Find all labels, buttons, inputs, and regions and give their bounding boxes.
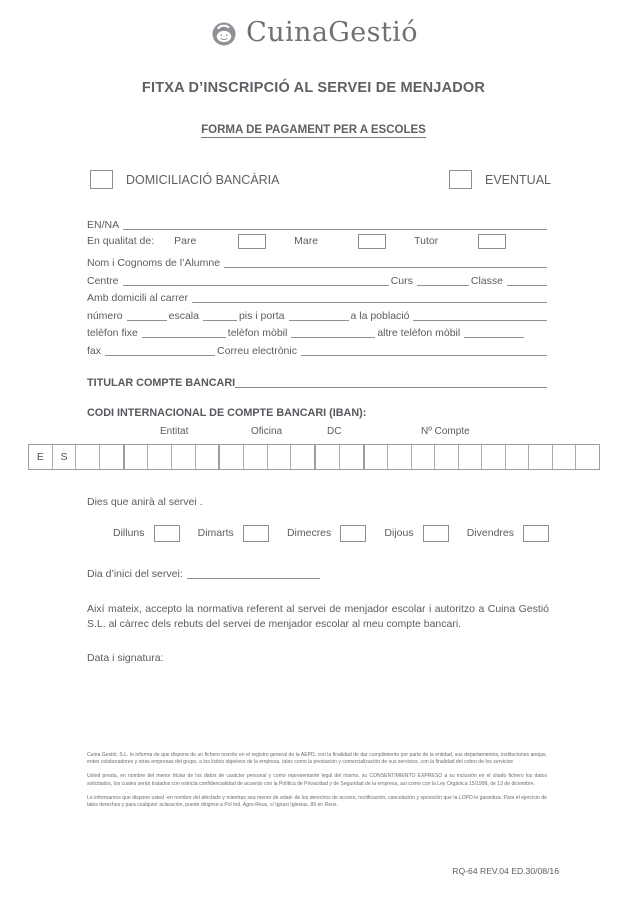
checkbox-divendres[interactable] [523, 525, 549, 542]
field-pis-label: pis i porta [238, 309, 285, 322]
field-phone-fixed-label: telèfon fixe [87, 327, 138, 339]
field-address [87, 287, 549, 305]
iban-column-numero-compte: Nº Compte [421, 425, 470, 437]
field-centre-label: Centre [87, 274, 119, 287]
cooking-pot-icon [209, 18, 239, 48]
iban-group-dc [316, 445, 365, 469]
legal-notice [87, 752, 547, 816]
field-start-date-label: Dia d’inici del servei: [87, 567, 183, 580]
field-start-date-input[interactable] [187, 567, 320, 579]
field-address-input[interactable] [192, 291, 547, 303]
iban-cell[interactable] [291, 445, 314, 469]
iban-cell[interactable] [316, 445, 340, 469]
checkbox-dimecres[interactable] [340, 525, 366, 542]
iban-group-country-check [29, 445, 125, 469]
iban-heading [0, 407, 627, 442]
iban-cell[interactable] [365, 445, 389, 469]
field-start-date [0, 564, 627, 580]
field-curs-label: Curs [390, 274, 413, 287]
field-phone-mobile-label: telèfon mòbil [227, 327, 288, 339]
page-subtitle [0, 124, 627, 136]
field-phone-other-input[interactable] [464, 326, 524, 338]
legal-paragraph-2: Usted presta, en nombre del menor titular de los datos de carácter personal y como representante legal del mismo, su CONSENTIMIENTO EXPRESO a su inclusión en el citado fichero los datos solicitados, los cuales serán tratados con estricta confidencialidad de acuerdo con la Política de Privacidad y de Seguridad de la empresa, así como con la Ley Orgánica 15/1999, de 13 de diciembre. [87, 773, 547, 787]
iban-column-dc: DC [327, 425, 342, 437]
day-option-label: Dimecres [286, 527, 332, 539]
day-option-label: Dilluns [113, 527, 145, 539]
field-numero-input[interactable] [127, 309, 167, 321]
field-classe-input[interactable] [507, 274, 547, 286]
iban-grid[interactable] [28, 444, 600, 470]
field-bank-titular-label: TITULAR COMPTE BANCARI [87, 376, 236, 389]
field-email-input[interactable] [301, 344, 547, 356]
field-poblacio-input[interactable] [413, 309, 547, 321]
iban-cell[interactable] [435, 445, 459, 469]
iban-group-numero-compte [365, 445, 599, 469]
iban-cell[interactable] [268, 445, 292, 469]
iban-heading-text: CODI INTERNACIONAL DE COMPTE BANCARI (IBAN): [87, 406, 367, 419]
payment-option-eventual[interactable] [449, 170, 551, 189]
iban-cell[interactable] [388, 445, 412, 469]
field-enna-input[interactable] [123, 218, 547, 230]
iban-cell[interactable] [148, 445, 172, 469]
legal-paragraph-3: Le informamos que dispone usted -en nombre del afectado y mientras sea menor de edad- de los derechos de acceso, rectificación, cancelación y oposición que la LOPD le garantiza. Para el ejercicio de tales derechos y para cualquier aclaración, puede dirigirse a Pol Ind. Agro-Reus, c/ Ignasi Iglesias, 89 en Reus. [87, 794, 547, 809]
field-phone-other-label: altre telèfon mòbil [377, 327, 461, 339]
iban-cell[interactable] [100, 445, 123, 469]
field-numero-label: número [87, 309, 123, 322]
brand-logo [0, 0, 627, 48]
field-curs-input[interactable] [417, 274, 469, 286]
iban-cell[interactable] [506, 445, 530, 469]
day-option-dilluns[interactable] [113, 525, 180, 542]
field-email-label: Correu electrònic [217, 344, 297, 357]
checkbox-eventual[interactable] [449, 170, 472, 189]
payment-option-domiciliacio[interactable] [90, 170, 280, 189]
iban-column-labels [87, 426, 627, 442]
field-fax-email-row [87, 339, 549, 357]
field-address-label: Amb domicili al carrer [87, 292, 188, 304]
iban-cell[interactable]: E [29, 445, 53, 469]
days-selection-row [0, 525, 627, 542]
payment-type-row [0, 170, 627, 189]
checkbox-mare[interactable] [358, 234, 386, 249]
iban-group-entitat [125, 445, 221, 469]
checkbox-dimarts[interactable] [243, 525, 269, 542]
document-reference-code: RQ-64 REV.04 ED.30/08/16 [452, 866, 559, 876]
page-title: FITXA D’INSCRIPCIÓ AL SERVEI DE MENJADOR [141, 80, 486, 96]
checkbox-pare[interactable] [238, 234, 266, 249]
quality-option-pare-label: Pare [174, 235, 197, 247]
day-option-dijous[interactable] [384, 525, 448, 542]
signature-label: Data i signatura: [87, 651, 164, 664]
iban-column-entitat: Entitat [160, 425, 189, 437]
days-lead-label: Dies que anirà al servei . [87, 495, 203, 508]
iban-cell[interactable] [553, 445, 577, 469]
checkbox-domiciliacio[interactable] [90, 170, 113, 189]
iban-cell[interactable] [459, 445, 483, 469]
field-bank-titular [0, 373, 627, 389]
field-classe-label: Classe [470, 274, 503, 287]
checkbox-dijous[interactable] [423, 525, 449, 542]
iban-grid-wrapper [0, 444, 627, 470]
consent-paragraph: Així mateix, accepto la normativa referent al servei de menjador escolar i autoritzo a Cuina Gestió S.L. al càrrec dels rebuts del servei de menjador escolar al meu compte bancari. [87, 602, 549, 630]
field-fax-label: fax [87, 344, 102, 357]
iban-cell[interactable] [244, 445, 268, 469]
applicant-fields [0, 213, 627, 357]
quality-option-mare-label: Mare [294, 235, 319, 247]
field-escala-input[interactable] [203, 309, 237, 321]
iban-cell[interactable] [196, 445, 219, 469]
iban-column-oficina: Oficina [251, 425, 283, 437]
iban-cell[interactable] [76, 445, 100, 469]
day-option-label: Dimarts [197, 527, 234, 539]
field-student-name-label: Nom i Cognoms de l’Alumne [87, 257, 221, 269]
field-enna-label: EN/NA [87, 218, 120, 231]
field-address-detail-row [87, 304, 549, 322]
field-escala-label: escala [168, 309, 199, 322]
payment-option-domiciliacio-label: DOMICILIACIÓ BANCÀRIA [126, 172, 280, 187]
field-centre-row [87, 269, 549, 287]
day-option-dimarts[interactable] [198, 525, 269, 542]
iban-cell[interactable] [172, 445, 196, 469]
brand-name: CuinaGestió [246, 17, 418, 48]
field-student-name [87, 252, 549, 270]
iban-cell[interactable] [125, 445, 149, 469]
field-pis-input[interactable] [289, 309, 349, 321]
field-phones-row [87, 322, 549, 340]
payment-option-eventual-label: EVENTUAL [485, 172, 551, 187]
iban-cell[interactable] [220, 445, 244, 469]
iban-cell[interactable] [576, 445, 599, 469]
field-bank-titular-input[interactable] [235, 376, 547, 388]
day-option-label: Dijous [384, 527, 414, 539]
field-enna [87, 213, 549, 231]
day-option-divendres[interactable] [467, 525, 549, 542]
day-option-label: Divendres [466, 527, 514, 539]
field-poblacio-label: a la població [350, 309, 410, 322]
iban-group-oficina [220, 445, 316, 469]
field-quality-row [87, 231, 549, 252]
iban-cell[interactable]: S [53, 445, 77, 469]
iban-cell[interactable] [412, 445, 436, 469]
field-centre-input[interactable] [123, 274, 389, 286]
iban-cell[interactable] [340, 445, 363, 469]
quality-option-tutor-label: Tutor [414, 235, 439, 247]
field-student-name-input[interactable] [224, 256, 547, 268]
field-fax-input[interactable] [105, 344, 215, 356]
field-phone-fixed-input[interactable] [142, 326, 226, 338]
field-phone-mobile-input[interactable] [291, 326, 375, 338]
checkbox-dilluns[interactable] [154, 525, 180, 542]
iban-cell[interactable] [482, 445, 506, 469]
field-quality-label: En qualitat de: [87, 235, 155, 247]
legal-paragraph-1: Cuina Gestió, S.L. le informa de que dispone de un fichero inscrito en el registro general de la AEPD, con la finalidad de dar cumplimiento por parte de la entidad, sus departamentos, instituciones anejas, entes colaboradores y otras empresas del grupo, a los licitos objetivos de la empresa, tales como la prestación y comercialización de sus servicios, con la finalidad del cobro de los servicios [87, 752, 547, 766]
checkbox-tutor[interactable] [478, 234, 506, 249]
day-option-dimecres[interactable] [287, 525, 366, 542]
iban-cell[interactable] [529, 445, 553, 469]
page-subtitle-text: FORMA DE PAGAMENT PER A ESCOLES [201, 124, 426, 136]
